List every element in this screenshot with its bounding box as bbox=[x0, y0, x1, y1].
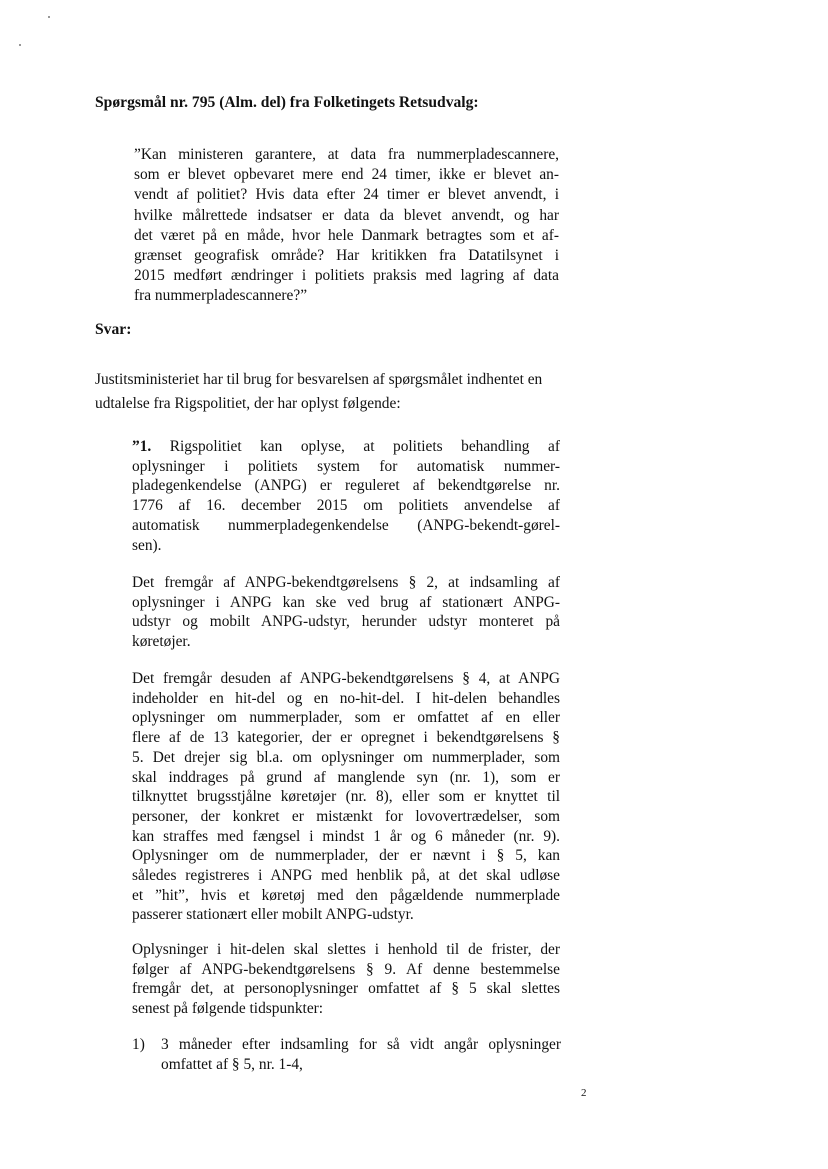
question-quote bbox=[134, 145, 559, 307]
paragraph-line: oplysninger i ANPG kan ske ved brug af stationært ANPG- bbox=[132, 593, 560, 611]
question-heading: Spørgsmål nr. 795 (Alm. del) fra Folketingets Retsudvalg: bbox=[95, 94, 479, 111]
paragraph-line: 1776 af 16. december 2015 om politiets anvendelse af bbox=[132, 497, 560, 515]
paragraph-line: senest på følgende tidspunkter: bbox=[132, 1000, 324, 1018]
paragraph-1 bbox=[132, 437, 560, 555]
scan-speck bbox=[19, 44, 21, 46]
paragraph-line: følger af ANPG-bekendtgørelsens § 9. Af denne bestemmelse bbox=[132, 960, 560, 978]
paragraph-number: ”1. bbox=[132, 438, 152, 455]
intro-line: Justitsministeriet har til brug for besvarelsen af spørgsmålet indhentet en bbox=[95, 371, 543, 388]
paragraph-line: skal inddrages på grund af manglende syn (nr. 1), som er bbox=[132, 768, 560, 786]
question-line: som er blevet opbevaret mere end 24 timer, ikke er blevet an- bbox=[134, 166, 559, 184]
question-line: det været på en måde, hvor hele Danmark betragtes som et af- bbox=[134, 226, 559, 244]
question-line: grænset geografisk område? Har kritikken fra Datatilsynet i bbox=[134, 247, 559, 265]
paragraph-line: indeholder en hit-del og en no-hit-del. I hit-delen behandles bbox=[132, 689, 560, 707]
paragraph-line: Oplysninger i hit-delen skal slettes i henhold til de frister, der bbox=[132, 941, 560, 958]
paragraph-line: kan straffes med fængsel i mindst 1 år og 6 måneder (nr. 9). bbox=[132, 827, 560, 845]
paragraph-line: et ”hit”, hvis et køretøj med den pågældende nummerplade bbox=[132, 886, 560, 904]
page-number: 2 bbox=[581, 1087, 587, 1099]
list-item-line: omfattet af § 5, nr. 1-4, bbox=[161, 1056, 303, 1073]
paragraph-line: ”1. Rigspolitiet kan oplyse, at politiets behandling af bbox=[132, 438, 560, 455]
paragraph-line: sen). bbox=[132, 536, 162, 554]
paragraph-2 bbox=[132, 573, 560, 652]
question-line: ”Kan ministeren garantere, at data fra nummerpladescannere, bbox=[134, 146, 559, 163]
paragraph-line: køretøjer. bbox=[132, 633, 191, 651]
answer-intro bbox=[95, 368, 615, 416]
paragraph-line: oplysninger om nummerplader, som er omfattet af en eller bbox=[132, 709, 560, 727]
paragraph-line: fremgår det, at personoplysninger omfattet af § 5 skal slettes bbox=[132, 980, 560, 998]
paragraph-3 bbox=[132, 669, 560, 925]
paragraph-line: oplysninger i politiets system for automatisk nummer- bbox=[132, 457, 560, 475]
paragraph-line: pladegenkendelse (ANPG) er reguleret af bekendtgørelse nr. bbox=[132, 477, 560, 495]
paragraph-line: tilknyttet brugsstjålne køretøjer (nr. 8), eller som er knyttet til bbox=[132, 788, 560, 806]
list-item-number: 1) bbox=[132, 1036, 145, 1053]
paragraph-4 bbox=[132, 940, 560, 1019]
paragraph-line: 5. Det drejer sig bl.a. om oplysninger om nummerplader, som bbox=[132, 748, 560, 766]
paragraph-line: Det fremgår af ANPG-bekendtgørelsens § 2, at indsamling af bbox=[132, 574, 560, 591]
paragraph-line: Det fremgår desuden af ANPG-bekendtgørelsens § 4, at ANPG bbox=[132, 670, 560, 687]
paragraph-line: således registreres i ANPG med henblik på, at det skal udløse bbox=[132, 867, 560, 885]
paragraph-line: Oplysninger om de nummerplader, der er nævnt i § 5, kan bbox=[132, 847, 560, 865]
paragraph-line: automatisk nummerpladegenkendelse (ANPG-bekendt-gørel- bbox=[132, 516, 560, 534]
paragraph-line: flere af de 13 kategorier, der er opregnet i bekendtgørelsens § bbox=[132, 729, 560, 747]
list-item-text bbox=[161, 1035, 561, 1075]
answer-label: Svar: bbox=[95, 321, 132, 338]
paragraph-line: passerer stationært eller mobilt ANPG-udstyr. bbox=[132, 906, 414, 924]
intro-line: udtalelse fra Rigspolitiet, der har oplyst følgende: bbox=[95, 395, 401, 412]
paragraph-line: personer, der konkret er mistænkt for lovovertrædelser, som bbox=[132, 807, 560, 825]
question-line: vendt af politiet? Hvis data efter 24 timer er blevet anvendt, i bbox=[134, 186, 559, 204]
question-line: fra nummerpladescannere?” bbox=[134, 287, 308, 305]
scan-speck bbox=[48, 16, 50, 18]
question-line: 2015 medført ændringer i politiets praksis med lagring af data bbox=[134, 267, 559, 285]
paragraph-line: udstyr og mobilt ANPG-udstyr, herunder udstyr monteret på bbox=[132, 613, 560, 631]
list-item-line: 3 måneder efter indsamling for så vidt angår oplysninger bbox=[161, 1036, 561, 1053]
question-line: hvilke målrettede indsatser er data da blevet anvendt, og har bbox=[134, 206, 559, 224]
